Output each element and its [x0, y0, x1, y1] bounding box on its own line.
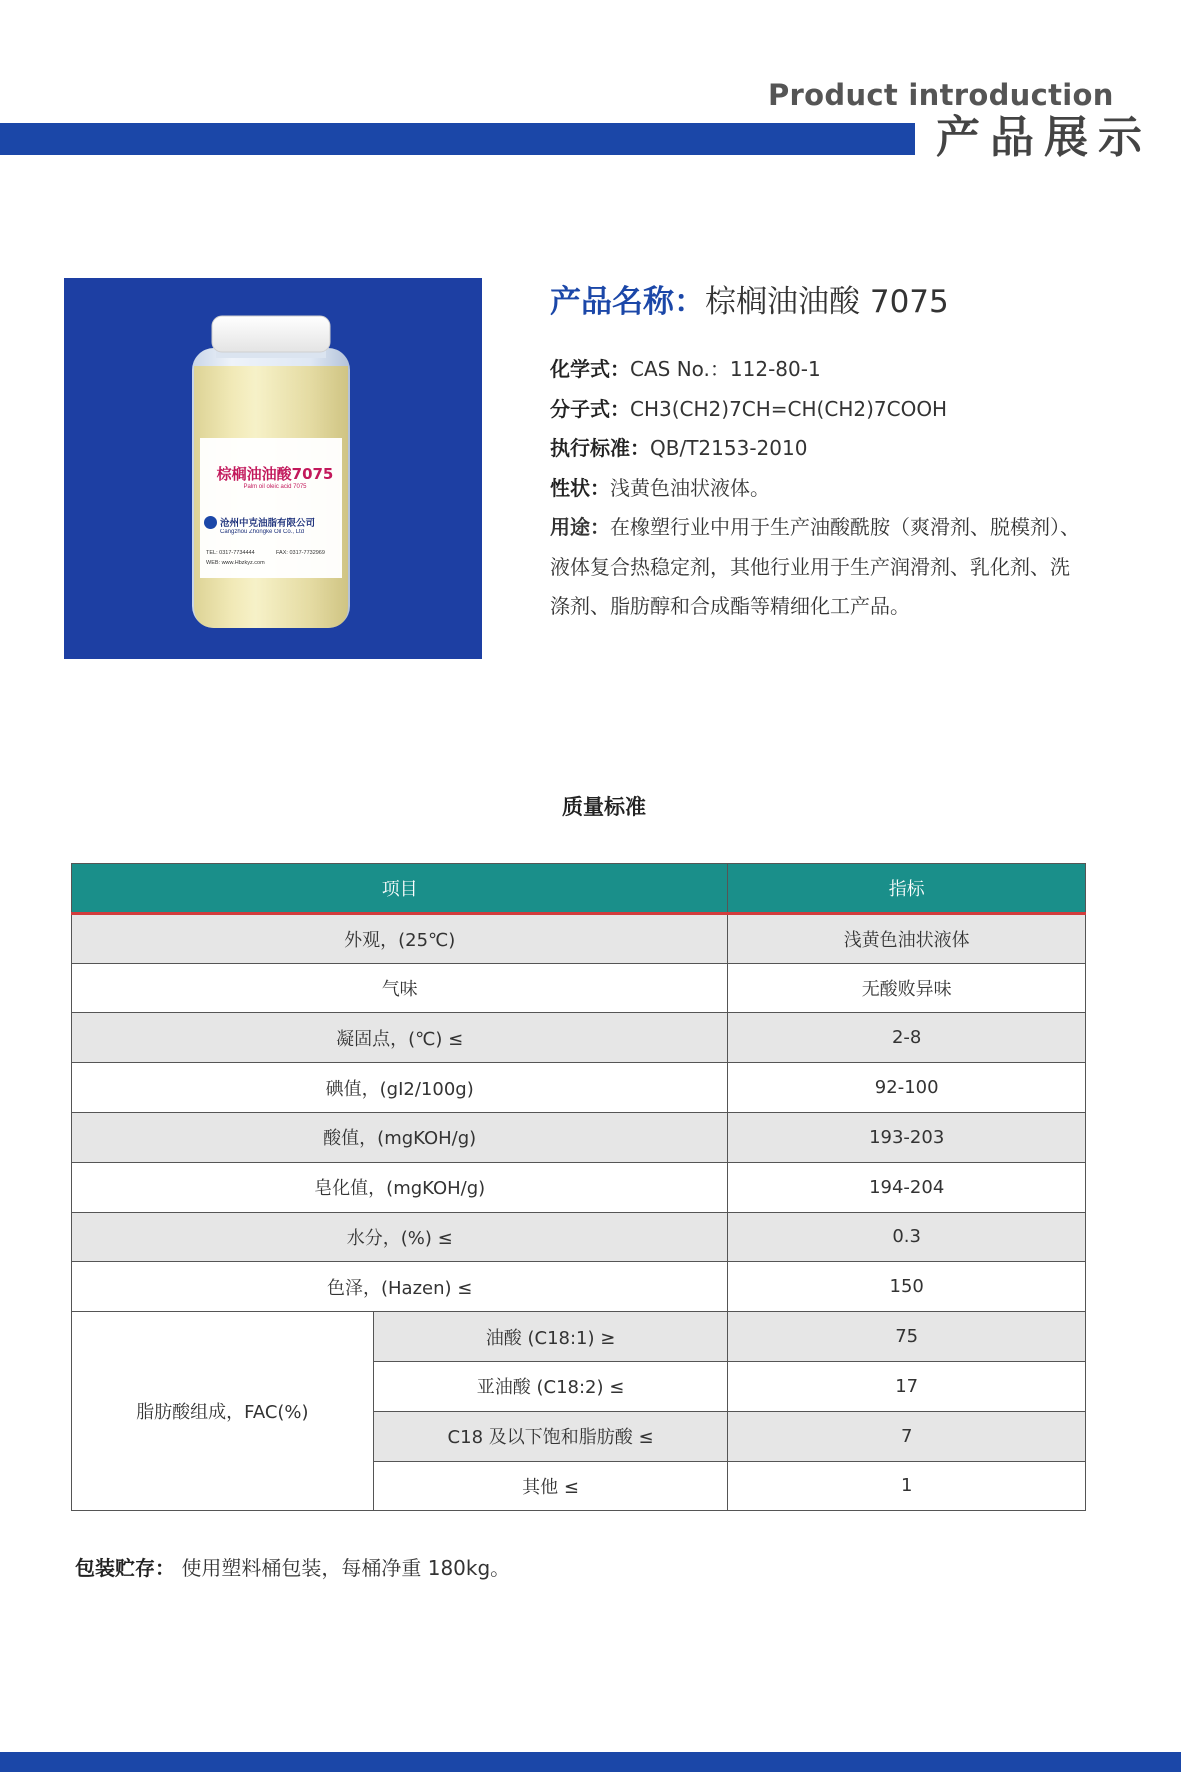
- bottle-cap: [212, 316, 330, 352]
- info-uses-label: 用途：: [550, 515, 610, 539]
- row-item: C18 及以下饱和脂肪酸 ≤: [373, 1411, 728, 1461]
- photo-label-name-en: Palm oil oleic acid 7075: [243, 484, 307, 490]
- row-value: 75: [728, 1312, 1086, 1362]
- info-molecular-formula: [550, 390, 1150, 430]
- row-item: 水分，(%) ≤: [72, 1212, 728, 1262]
- info-appearance: [550, 469, 1150, 509]
- photo-label-logo-icon: [204, 516, 217, 529]
- group-label: 脂肪酸组成，FAC(%): [72, 1312, 374, 1511]
- row-value: 92-100: [728, 1063, 1086, 1113]
- info-uses-line: 在橡塑行业中用于生产油酸酰胺（爽滑剂、脱模剂）、: [610, 515, 1080, 539]
- bottle-label: [200, 438, 342, 578]
- row-item: 外观，(25℃): [72, 913, 728, 963]
- product-name: [550, 276, 949, 321]
- photo-label-company: 沧州中克油脂有限公司: [220, 518, 316, 529]
- info-uses: [550, 508, 1140, 627]
- row-value: 无酸败异味: [728, 963, 1086, 1013]
- row-value: 193-203: [728, 1112, 1086, 1162]
- packaging-label: 包装贮存：: [75, 1556, 175, 1580]
- packaging-value: 使用塑料桶包装，每桶净重 180kg。: [181, 1556, 511, 1580]
- photo-label-tel: TEL: 0317-7734444: [206, 550, 255, 556]
- info-value: 浅黄色油状液体。: [610, 475, 770, 500]
- table-row: [72, 1262, 1086, 1312]
- table-row: [72, 1063, 1086, 1113]
- info-label: 化学式：: [550, 357, 630, 381]
- info-label: 性状：: [550, 475, 610, 500]
- info-value: CH3(CH2)7CH=CH(CH2)7COOH: [630, 396, 948, 421]
- row-value: 194-204: [728, 1162, 1086, 1212]
- info-standard: [550, 429, 1150, 469]
- product-name-value: 棕榈油油酸 7075: [705, 284, 949, 320]
- row-item: 碘值，(gI2/100g): [72, 1063, 728, 1113]
- row-value: 17: [728, 1361, 1086, 1411]
- table-row: [72, 1013, 1086, 1063]
- header-blue-bar: [0, 123, 915, 155]
- row-value: 0.3: [728, 1212, 1086, 1262]
- row-item: 油酸 (C18:1) ≥: [373, 1312, 728, 1362]
- quality-table: [71, 863, 1086, 1511]
- column-header-item: 项目: [72, 864, 728, 914]
- info-label: 执行标准：: [550, 436, 650, 460]
- info-uses-line: 液体复合热稳定剂，其他行业用于生产润滑剂、乳化剂、洗: [550, 554, 1070, 579]
- header-title-en: Product introduction: [768, 78, 1114, 112]
- photo-label-fax: FAX: 0317-7732969: [276, 550, 325, 556]
- table-row: [72, 913, 1086, 963]
- row-item: 酸值，(mgKOH/g): [72, 1112, 728, 1162]
- table-row: [72, 1112, 1086, 1162]
- product-name-label: 产品名称：: [550, 284, 705, 320]
- photo-label-web: WEB: www.Hbzkyz.com: [206, 560, 265, 566]
- row-item: 凝固点，(℃) ≤: [72, 1013, 728, 1063]
- packaging-note: [75, 1552, 510, 1581]
- product-info: [550, 350, 1150, 627]
- table-row: [72, 1312, 1086, 1362]
- product-photo: [64, 278, 482, 659]
- row-item: 气味: [72, 963, 728, 1013]
- table-row: [72, 963, 1086, 1013]
- row-item: 其他 ≤: [373, 1461, 728, 1511]
- column-header-value: 指标: [728, 864, 1086, 914]
- row-item: 亚油酸 (C18:2) ≤: [373, 1361, 728, 1411]
- table-header-row: [72, 864, 1086, 914]
- row-value: 1: [728, 1461, 1086, 1511]
- info-value: CAS No.：112-80-1: [630, 357, 821, 381]
- header-title-cn: 产品展示: [936, 112, 1152, 163]
- info-uses-line: 涤剂、脂肪醇和合成酯等精细化工产品。: [550, 594, 910, 618]
- quality-title: 质量标准: [562, 795, 646, 819]
- row-item: 色泽，(Hazen) ≤: [72, 1262, 728, 1312]
- table-row: [72, 1162, 1086, 1212]
- row-value: 浅黄色油状液体: [728, 913, 1086, 963]
- info-chemical-formula: [550, 350, 1150, 390]
- photo-label-company-en: Cangzhou Zhongke Oil Co., Ltd: [220, 529, 305, 535]
- footer-blue-bar: [0, 1752, 1181, 1772]
- info-label: 分子式：: [550, 396, 630, 421]
- row-value: 150: [728, 1262, 1086, 1312]
- table-row: [72, 1212, 1086, 1262]
- info-value: QB/T2153-2010: [650, 436, 808, 460]
- row-value: 7: [728, 1411, 1086, 1461]
- photo-label-name: 棕榈油油酸7075: [216, 465, 334, 483]
- row-value: 2-8: [728, 1013, 1086, 1063]
- row-item: 皂化值，(mgKOH/g): [72, 1162, 728, 1212]
